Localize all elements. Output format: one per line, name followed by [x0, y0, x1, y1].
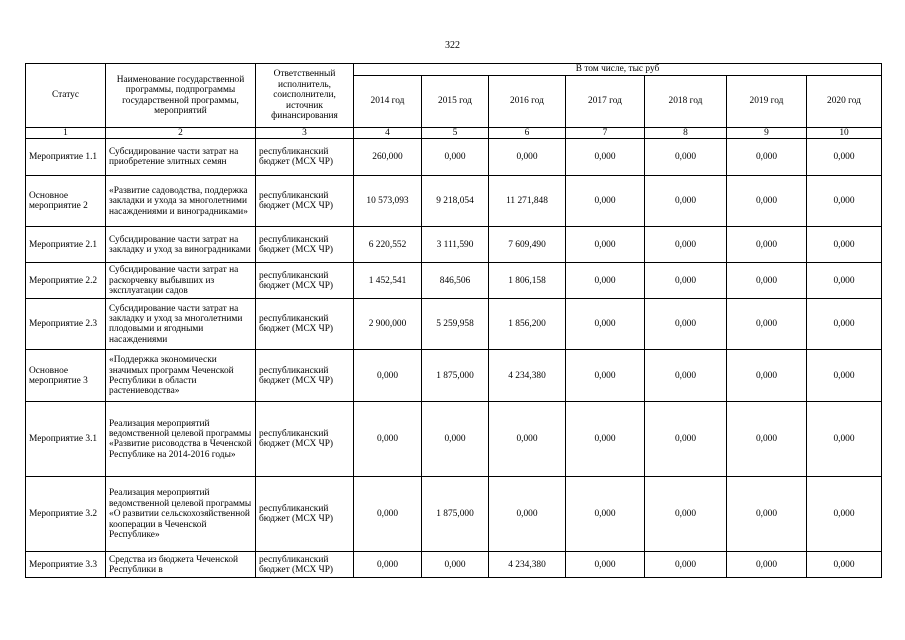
row-value: 0,000	[566, 350, 645, 402]
table-row	[26, 552, 882, 578]
row-value: 1 452,541	[354, 263, 422, 299]
column-index: 2	[106, 128, 256, 139]
row-value: 0,000	[727, 552, 807, 578]
row-value: 3 111,590	[422, 227, 489, 263]
row-value: 4 234,380	[489, 350, 566, 402]
row-name: «Поддержка экономически значимых программ Чеченской Республики в области растениеводства»	[106, 350, 256, 402]
row-name: «Развитие садоводства, поддержка закладки и ухода за многолетними насаждениями и виноградниками»	[106, 176, 256, 227]
row-value: 0,000	[807, 299, 882, 350]
row-status: Мероприятие 2.1	[26, 227, 106, 263]
row-value: 0,000	[354, 402, 422, 477]
row-value: 0,000	[566, 227, 645, 263]
column-index: 6	[489, 128, 566, 139]
row-value: 5 259,958	[422, 299, 489, 350]
row-value: 0,000	[489, 402, 566, 477]
row-value: 0,000	[807, 263, 882, 299]
table-row	[26, 139, 882, 176]
header-year: 2016 год	[489, 76, 566, 128]
row-value: 6 220,552	[354, 227, 422, 263]
row-value: 0,000	[727, 402, 807, 477]
row-value: 0,000	[645, 139, 727, 176]
row-value: 0,000	[807, 227, 882, 263]
row-value: 1 875,000	[422, 350, 489, 402]
column-index: 5	[422, 128, 489, 139]
row-status: Мероприятие 3.3	[26, 552, 106, 578]
row-value: 0,000	[727, 176, 807, 227]
table-row	[26, 227, 882, 263]
row-name: Реализация мероприятий ведомственной целевой программы «Развитие рисоводства в Чеченской Республике на 2014-2016 годы»	[106, 402, 256, 477]
row-value: 0,000	[807, 402, 882, 477]
header-responsible: Ответственный исполнитель, соисполнители, источник финансирования	[256, 64, 354, 128]
column-index: 4	[354, 128, 422, 139]
table-row	[26, 299, 882, 350]
budget-table	[25, 63, 882, 578]
row-source: республиканский бюджет (МСХ ЧР)	[256, 350, 354, 402]
row-name: Средства из бюджета Чеченской Республики в	[106, 552, 256, 578]
row-value: 0,000	[354, 477, 422, 552]
row-value: 846,506	[422, 263, 489, 299]
row-source: республиканский бюджет (МСХ ЧР)	[256, 402, 354, 477]
header-year: 2020 год	[807, 76, 882, 128]
row-value: 9 218,054	[422, 176, 489, 227]
row-value: 0,000	[807, 350, 882, 402]
row-name: Реализация мероприятий ведомственной целевой программы «О развитии сельскохозяйственной кооперации в Чеченской Республике»	[106, 477, 256, 552]
row-name: Субсидирование части затрат на закладку и уход за виноградниками	[106, 227, 256, 263]
row-value: 0,000	[727, 299, 807, 350]
row-value: 0,000	[645, 477, 727, 552]
header-year: 2017 год	[566, 76, 645, 128]
table-row	[26, 263, 882, 299]
header-year: 2014 год	[354, 76, 422, 128]
row-value: 0,000	[645, 176, 727, 227]
row-value: 0,000	[645, 263, 727, 299]
row-value: 0,000	[566, 402, 645, 477]
row-value: 0,000	[727, 350, 807, 402]
column-index: 9	[727, 128, 807, 139]
row-source: республиканский бюджет (МСХ ЧР)	[256, 477, 354, 552]
row-value: 0,000	[422, 552, 489, 578]
header-status: Статус	[26, 64, 106, 128]
row-value: 0,000	[566, 176, 645, 227]
row-value: 0,000	[645, 227, 727, 263]
row-value: 11 271,848	[489, 176, 566, 227]
table-row	[26, 176, 882, 227]
column-index: 8	[645, 128, 727, 139]
row-value: 1 856,200	[489, 299, 566, 350]
row-source: республиканский бюджет (МСХ ЧР)	[256, 227, 354, 263]
table-row	[26, 477, 882, 552]
column-index: 3	[256, 128, 354, 139]
row-value: 0,000	[645, 402, 727, 477]
row-name: Субсидирование части затрат на закладку и уход за многолетними плодовыми и ягодными насаждениями	[106, 299, 256, 350]
row-value: 4 234,380	[489, 552, 566, 578]
row-value: 0,000	[807, 139, 882, 176]
page-number: 322	[445, 40, 460, 51]
row-source: республиканский бюджет (МСХ ЧР)	[256, 139, 354, 176]
row-value: 1 806,158	[489, 263, 566, 299]
row-status: Мероприятие 3.2	[26, 477, 106, 552]
row-value: 0,000	[422, 402, 489, 477]
row-value: 0,000	[645, 552, 727, 578]
row-status: Мероприятие 2.3	[26, 299, 106, 350]
column-index: 7	[566, 128, 645, 139]
row-value: 1 875,000	[422, 477, 489, 552]
header-in-total: В том числе, тыс руб	[354, 64, 882, 76]
header-year: 2015 год	[422, 76, 489, 128]
column-index: 10	[807, 128, 882, 139]
row-source: республиканский бюджет (МСХ ЧР)	[256, 552, 354, 578]
header-year: 2018 год	[645, 76, 727, 128]
row-value: 0,000	[566, 552, 645, 578]
row-value: 0,000	[489, 477, 566, 552]
row-value: 0,000	[489, 139, 566, 176]
header-name: Наименование государственной программы, подпрограммы государственной программы, мероприятий	[106, 64, 256, 128]
row-value: 10 573,093	[354, 176, 422, 227]
row-value: 0,000	[354, 350, 422, 402]
row-status: Мероприятие 1.1	[26, 139, 106, 176]
row-value: 0,000	[807, 477, 882, 552]
row-source: республиканский бюджет (МСХ ЧР)	[256, 176, 354, 227]
row-status: Мероприятие 3.1	[26, 402, 106, 477]
header-year: 2019 год	[727, 76, 807, 128]
row-value: 2 900,000	[354, 299, 422, 350]
row-value: 0,000	[727, 139, 807, 176]
row-value: 0,000	[566, 139, 645, 176]
row-value: 260,000	[354, 139, 422, 176]
row-status: Основное мероприятие 2	[26, 176, 106, 227]
row-value: 0,000	[422, 139, 489, 176]
row-value: 7 609,490	[489, 227, 566, 263]
row-value: 0,000	[727, 263, 807, 299]
row-value: 0,000	[807, 176, 882, 227]
row-source: республиканский бюджет (МСХ ЧР)	[256, 263, 354, 299]
row-value: 0,000	[727, 477, 807, 552]
table-row	[26, 350, 882, 402]
row-source: республиканский бюджет (МСХ ЧР)	[256, 299, 354, 350]
row-value: 0,000	[727, 227, 807, 263]
row-value: 0,000	[645, 299, 727, 350]
row-status: Основное мероприятие 3	[26, 350, 106, 402]
row-value: 0,000	[645, 350, 727, 402]
row-value: 0,000	[807, 552, 882, 578]
row-value: 0,000	[566, 263, 645, 299]
column-index: 1	[26, 128, 106, 139]
table-row	[26, 402, 882, 477]
row-name: Субсидирование части затрат на приобретение элитных семян	[106, 139, 256, 176]
row-value: 0,000	[566, 299, 645, 350]
row-value: 0,000	[354, 552, 422, 578]
row-status: Мероприятие 2.2	[26, 263, 106, 299]
row-value: 0,000	[566, 477, 645, 552]
row-name: Субсидирование части затрат на раскорчевку выбывших из эксплуатации садов	[106, 263, 256, 299]
